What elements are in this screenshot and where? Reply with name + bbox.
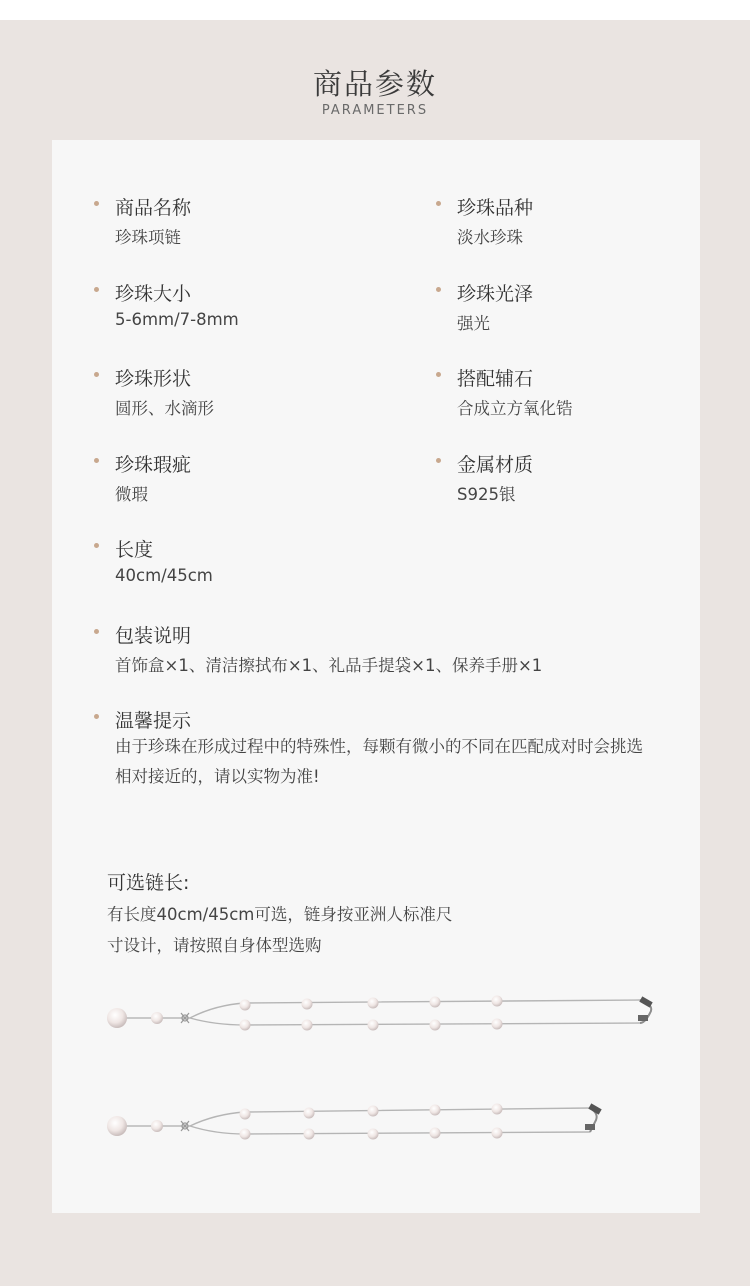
bullet-dot-icon xyxy=(436,201,441,206)
bullet-dot-icon xyxy=(94,201,99,206)
necklace-illustration xyxy=(95,985,670,1055)
param-value: 淡水珍珠 xyxy=(457,228,523,247)
param-value: 合成立方氧化锆 xyxy=(457,399,573,418)
param-value: 由于珍珠在形成过程中的特殊性，每颗有微小的不同在匹配成对时会挑选相对接近的，请以实物为准! xyxy=(115,737,643,786)
bullet-dot-icon xyxy=(94,714,99,719)
param-label: 搭配辅石 xyxy=(457,368,534,390)
param-value: 珍珠项链 xyxy=(115,228,181,247)
bullet-dot-icon xyxy=(94,458,99,463)
param-label: 珍珠瑕疵 xyxy=(115,454,192,476)
necklace-image-40cm xyxy=(95,985,670,1055)
param-label: 金属材质 xyxy=(457,454,534,476)
bullet-dot-icon xyxy=(436,287,441,292)
param-value: 圆形、水滴形 xyxy=(115,399,214,418)
page-subtitle: PARAMETERS xyxy=(321,103,429,118)
optional-length-text: 有长度40cm/45cm可选，链身按亚洲人标准尺寸设计，请按照自身体型选购 xyxy=(107,905,453,955)
page-title: 商品参数 xyxy=(312,67,437,101)
param-label: 珍珠品种 xyxy=(457,197,534,219)
necklace-image-45cm xyxy=(95,1092,670,1162)
param-label: 珍珠大小 xyxy=(115,283,192,305)
param-label: 温馨提示 xyxy=(115,710,192,732)
param-value: 强光 xyxy=(457,314,490,333)
param-value: 首饰盒×1、清洁擦拭布×1、礼品手提袋×1、保养手册×1 xyxy=(115,656,543,675)
bullet-dot-icon xyxy=(436,458,441,463)
param-value: 40cm/45cm xyxy=(115,566,213,585)
optional-length-title: 可选链长: xyxy=(107,872,190,894)
bullet-dot-icon xyxy=(436,372,441,377)
param-value: 微瑕 xyxy=(115,485,148,504)
bullet-dot-icon xyxy=(94,287,99,292)
bullet-dot-icon xyxy=(94,543,99,548)
param-label: 珍珠形状 xyxy=(115,368,192,390)
necklace-illustration xyxy=(95,1092,670,1162)
param-value: S925银 xyxy=(457,485,516,504)
param-label: 长度 xyxy=(115,539,154,561)
bullet-dot-icon xyxy=(94,629,99,634)
param-label: 包装说明 xyxy=(115,625,192,647)
top-strip xyxy=(0,0,750,20)
param-label: 商品名称 xyxy=(115,197,192,219)
param-label: 珍珠光泽 xyxy=(457,283,534,305)
bullet-dot-icon xyxy=(94,372,99,377)
param-value: 5-6mm/7-8mm xyxy=(115,310,239,329)
